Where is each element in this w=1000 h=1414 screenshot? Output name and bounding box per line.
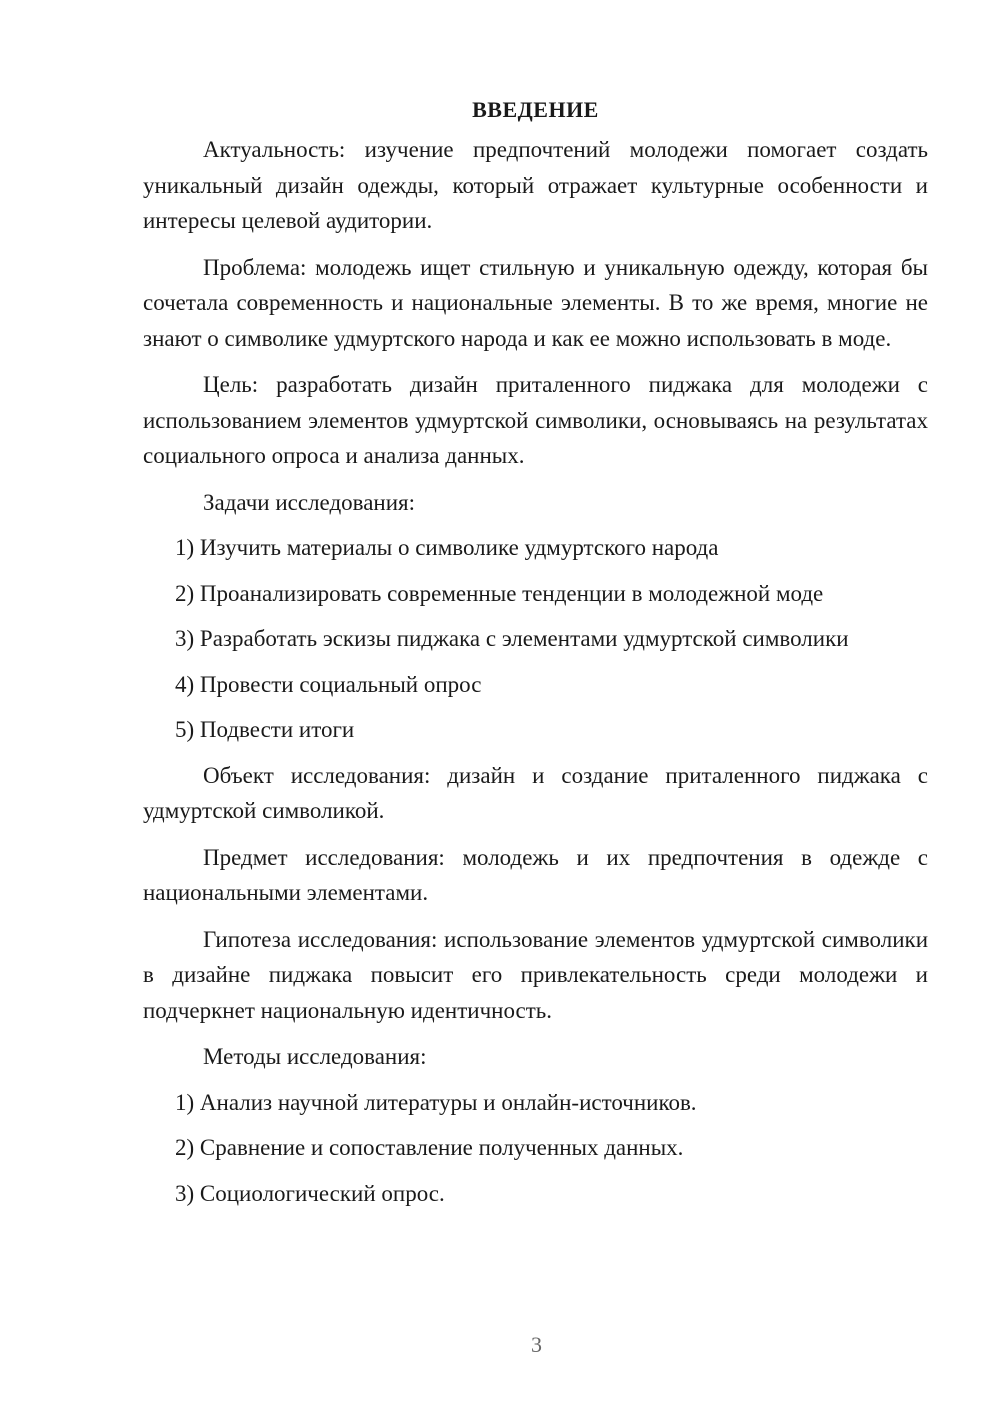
- subject-paragraph: Предмет исследования: молодежь и их предпочтения в одежде с национальными элементами.: [143, 844, 928, 905]
- tasks-heading: Задачи исследования:: [203, 489, 416, 515]
- page-number: 3: [531, 1332, 542, 1357]
- section-title: ВВЕДЕНИЕ: [472, 97, 599, 122]
- list-item: 2) Сравнение и сопоставление полученных данных.: [175, 1135, 684, 1160]
- goal-paragraph: Цель: разработать дизайн приталенного пиджака для молодежи с использованием элементов удмуртской символики, основываясь на результатах социального опроса и анализа данных.: [143, 372, 928, 468]
- methods-heading: Методы исследования:: [203, 1044, 427, 1069]
- object-paragraph: Объект исследования: дизайн и создание приталенного пиджака с удмуртской символикой.: [143, 762, 928, 823]
- list-item: 5) Подвести итоги: [175, 717, 355, 742]
- problem-paragraph: Проблема: молодежь ищет стильную и уникальную одежду, которая бы сочетала современность и национальные элементы. В то же время, многие не знают о символике удмуртского народа и как ее можно использовать в моде.: [143, 254, 928, 351]
- methods-list: [143, 1085, 928, 1212]
- list-item: 3) Социологический опрос.: [175, 1180, 445, 1206]
- relevance-paragraph: Актуальность: изучение предпочтений молодежи помогает создать уникальный дизайн одежды, который отражает культурные особенности и интересы целевой аудитории.: [143, 137, 928, 233]
- hypothesis-paragraph: Гипотеза исследования: использование элементов удмуртской символики в дизайне пиджака повысит его привлекательность среди молодежи и подчеркнет национальную идентичность.: [143, 926, 928, 1023]
- list-item: 1) Анализ научной литературы и онлайн-источников.: [175, 1089, 697, 1115]
- list-item: 2) Проанализировать современные тенденции в молодежной моде: [175, 580, 824, 606]
- tasks-list: [143, 530, 928, 748]
- list-item: 1) Изучить материалы о символике удмуртского народа: [175, 535, 719, 560]
- list-item: 4) Провести социальный опрос: [175, 671, 482, 697]
- page-content: [143, 93, 928, 1211]
- list-item: 3) Разработать эскизы пиджака с элементами удмуртской символики: [175, 626, 849, 651]
